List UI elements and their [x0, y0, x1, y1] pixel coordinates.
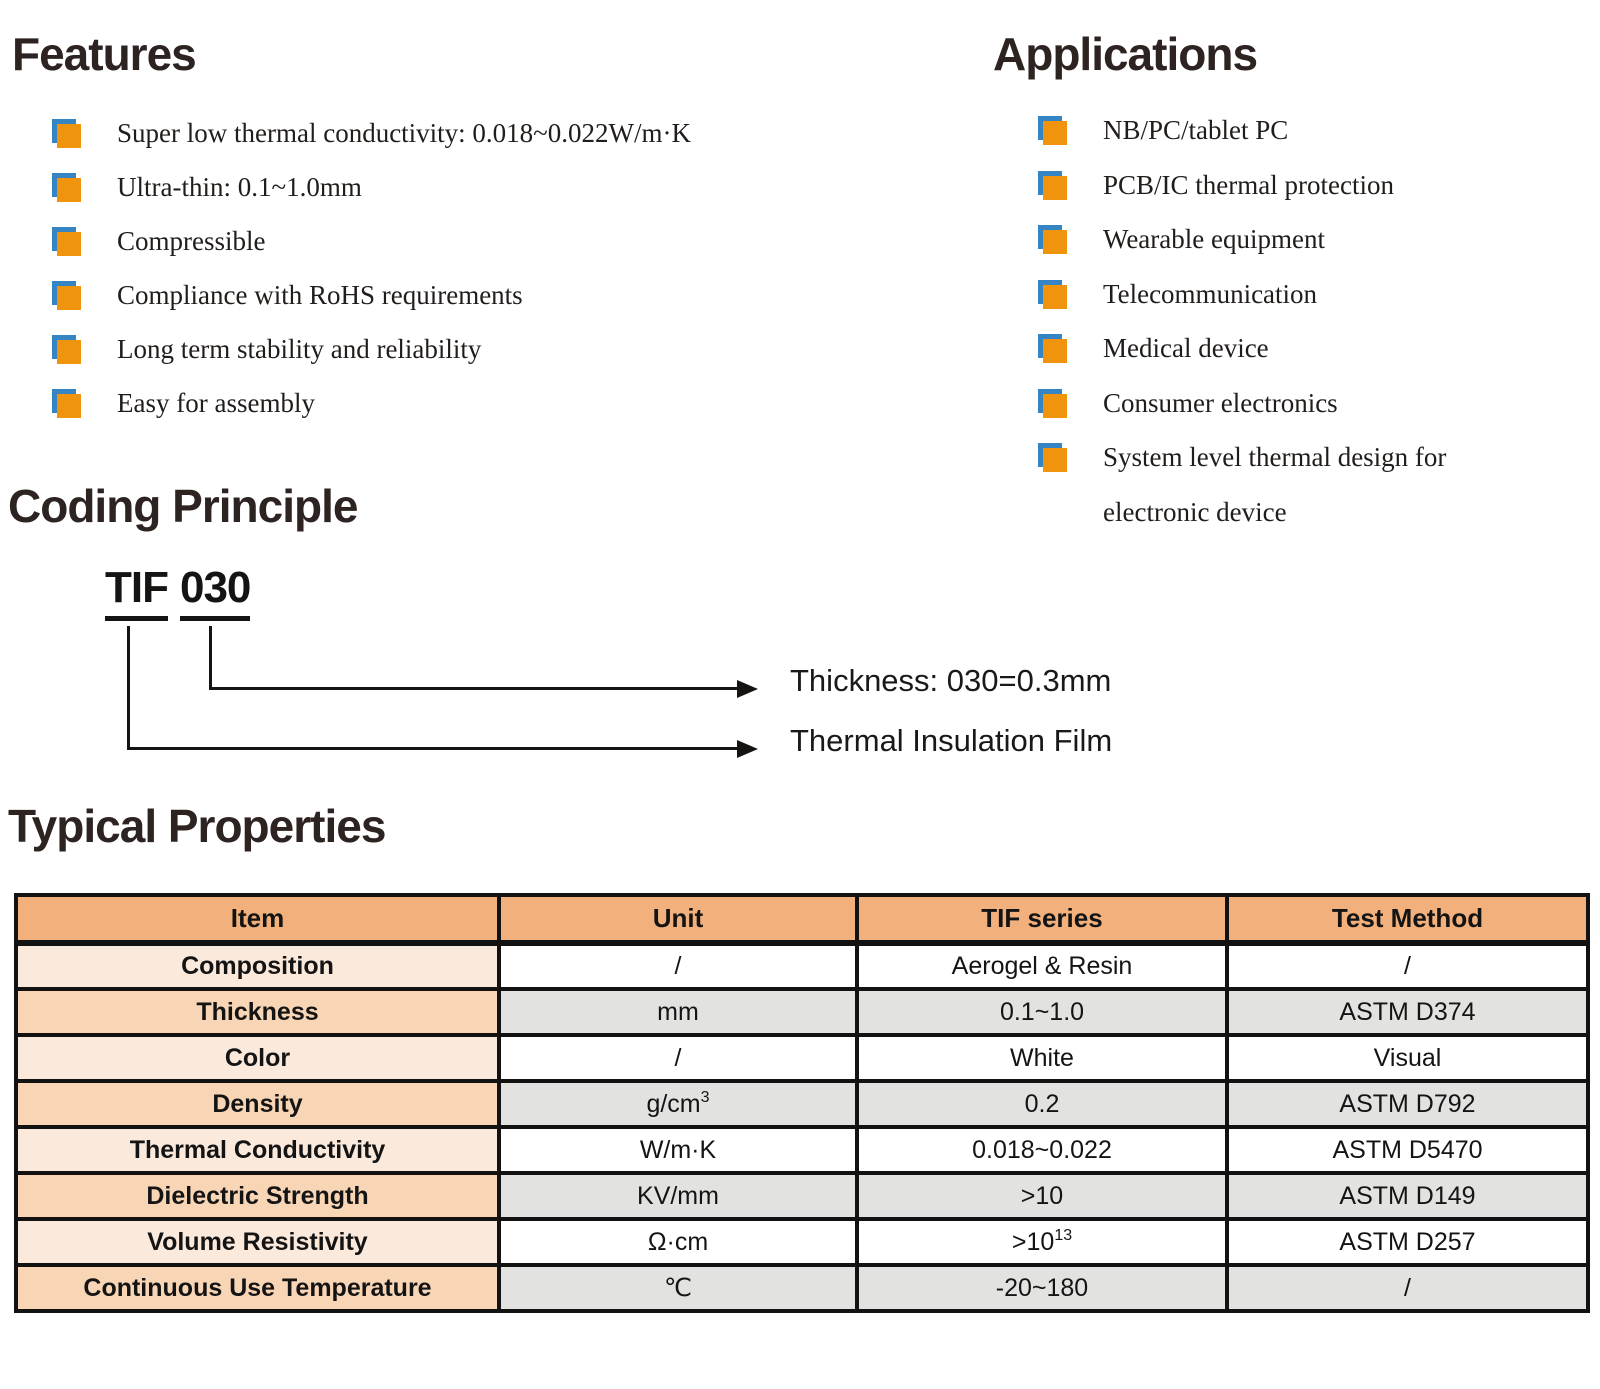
cell-test-method: Visual — [1227, 1035, 1588, 1081]
properties-table — [14, 893, 1590, 1313]
table-row — [16, 1127, 1588, 1173]
application-text: Wearable equipment — [1103, 224, 1325, 254]
column-header-test-method: Test Method — [1227, 895, 1588, 943]
square-bullet-icon — [1038, 171, 1067, 200]
cell-tif-series — [857, 1219, 1227, 1265]
cell-item: Color — [16, 1035, 499, 1081]
thickness-code-label: Thickness: 030=0.3mm — [790, 663, 1112, 698]
list-item — [52, 214, 952, 268]
list-item — [1038, 267, 1558, 322]
cell-test-method: ASTM D149 — [1227, 1173, 1588, 1219]
cell-unit: KV/mm — [499, 1173, 857, 1219]
list-item — [1038, 376, 1558, 431]
film-code-label: Thermal Insulation Film — [790, 723, 1113, 758]
cell-test-method: / — [1227, 943, 1588, 989]
cell-test-method: ASTM D5470 — [1227, 1127, 1588, 1173]
product-code — [105, 563, 250, 621]
table-row — [16, 989, 1588, 1035]
connector-line — [209, 626, 212, 690]
square-bullet-icon — [1038, 443, 1067, 472]
column-header-tif-series: TIF series — [857, 895, 1227, 943]
square-bullet-icon — [1038, 389, 1067, 418]
square-bullet-icon — [1038, 280, 1067, 309]
square-bullet-icon — [52, 227, 81, 256]
feature-text: Super low thermal conductivity: 0.018~0.022W/m·K — [117, 118, 692, 148]
application-text: Telecommunication — [1103, 278, 1318, 309]
cell-test-method: ASTM D792 — [1227, 1081, 1588, 1127]
cell-item: Volume Resistivity — [16, 1219, 499, 1265]
list-item — [1038, 158, 1558, 213]
table-row — [16, 1219, 1588, 1265]
applications-section-title: Applications — [993, 28, 1258, 80]
cell-tif-series: 0.2 — [857, 1081, 1227, 1127]
square-bullet-icon — [1038, 334, 1067, 363]
cell-test-method: ASTM D257 — [1227, 1219, 1588, 1265]
list-item — [52, 268, 952, 322]
feature-text: Easy for assembly — [117, 388, 315, 418]
column-header-unit: Unit — [499, 895, 857, 943]
cell-unit: mm — [499, 989, 857, 1035]
features-list — [52, 106, 952, 430]
square-bullet-icon — [52, 173, 81, 202]
table-header-row — [16, 895, 1588, 943]
cell-item: Thickness — [16, 989, 499, 1035]
table-row — [16, 943, 1588, 989]
connector-line — [127, 626, 130, 750]
table-row — [16, 1265, 1588, 1311]
feature-text: Compliance with RoHS requirements — [117, 280, 523, 310]
square-bullet-icon — [1038, 225, 1067, 254]
square-bullet-icon — [52, 335, 81, 364]
cell-unit: Ω·cm — [499, 1219, 857, 1265]
applications-list — [1038, 103, 1558, 539]
features-section-title: Features — [12, 28, 196, 80]
application-text: Consumer electronics — [1103, 387, 1338, 418]
arrowhead-icon — [737, 680, 758, 698]
cell-tif-series: White — [857, 1035, 1227, 1081]
cell-tif-series: Aerogel & Resin — [857, 943, 1227, 989]
list-item — [1038, 212, 1558, 267]
code-thickness-digits: 030 — [180, 563, 250, 621]
list-item — [1038, 103, 1558, 158]
tif-value-base: >10 — [1011, 1227, 1055, 1256]
application-text: NB/PC/tablet PC — [1103, 115, 1289, 145]
list-item — [1038, 430, 1558, 539]
list-item — [52, 160, 952, 214]
application-text: PCB/IC thermal protection — [1103, 169, 1394, 200]
feature-text: Compressible — [117, 226, 266, 256]
arrowhead-icon — [737, 740, 758, 758]
cell-test-method: / — [1227, 1265, 1588, 1311]
list-item — [52, 322, 952, 376]
code-prefix: TIF — [105, 563, 168, 621]
cell-unit: / — [499, 1035, 857, 1081]
feature-text: Ultra-thin: 0.1~1.0mm — [117, 172, 362, 202]
list-item — [52, 376, 952, 430]
cell-unit: ℃ — [499, 1265, 857, 1311]
connector-line — [127, 747, 738, 750]
list-item — [52, 106, 952, 160]
square-bullet-icon — [52, 119, 81, 148]
table-row — [16, 1081, 1588, 1127]
cell-item: Density — [16, 1081, 499, 1127]
unit-base: g/cm — [646, 1089, 701, 1118]
unit-superscript: 3 — [700, 1088, 710, 1106]
square-bullet-icon — [52, 281, 81, 310]
application-text: System level thermal design for electronic device — [1103, 442, 1447, 527]
tif-value-superscript: 13 — [1054, 1226, 1073, 1244]
cell-test-method: ASTM D374 — [1227, 989, 1588, 1035]
cell-item: Continuous Use Temperature — [16, 1265, 499, 1311]
cell-item: Composition — [16, 943, 499, 989]
cell-tif-series: 0.018~0.022 — [857, 1127, 1227, 1173]
cell-unit — [499, 1081, 857, 1127]
table-row — [16, 1173, 1588, 1219]
typical-properties-section-title: Typical Properties — [8, 800, 386, 852]
cell-tif-series: -20~180 — [857, 1265, 1227, 1311]
feature-text: Long term stability and reliability — [117, 334, 482, 364]
connector-line — [209, 687, 738, 690]
list-item — [1038, 321, 1558, 376]
cell-unit: / — [499, 943, 857, 989]
application-text: Medical device — [1103, 333, 1269, 363]
cell-tif-series: >10 — [857, 1173, 1227, 1219]
column-header-item: Item — [16, 895, 499, 943]
cell-item: Thermal Conductivity — [16, 1127, 499, 1173]
table-row — [16, 1035, 1588, 1081]
square-bullet-icon — [1038, 116, 1067, 145]
cell-item: Dielectric Strength — [16, 1173, 499, 1219]
coding-principle-section-title: Coding Principle — [8, 480, 358, 532]
cell-tif-series: 0.1~1.0 — [857, 989, 1227, 1035]
square-bullet-icon — [52, 389, 81, 418]
cell-unit: W/m·K — [499, 1127, 857, 1173]
